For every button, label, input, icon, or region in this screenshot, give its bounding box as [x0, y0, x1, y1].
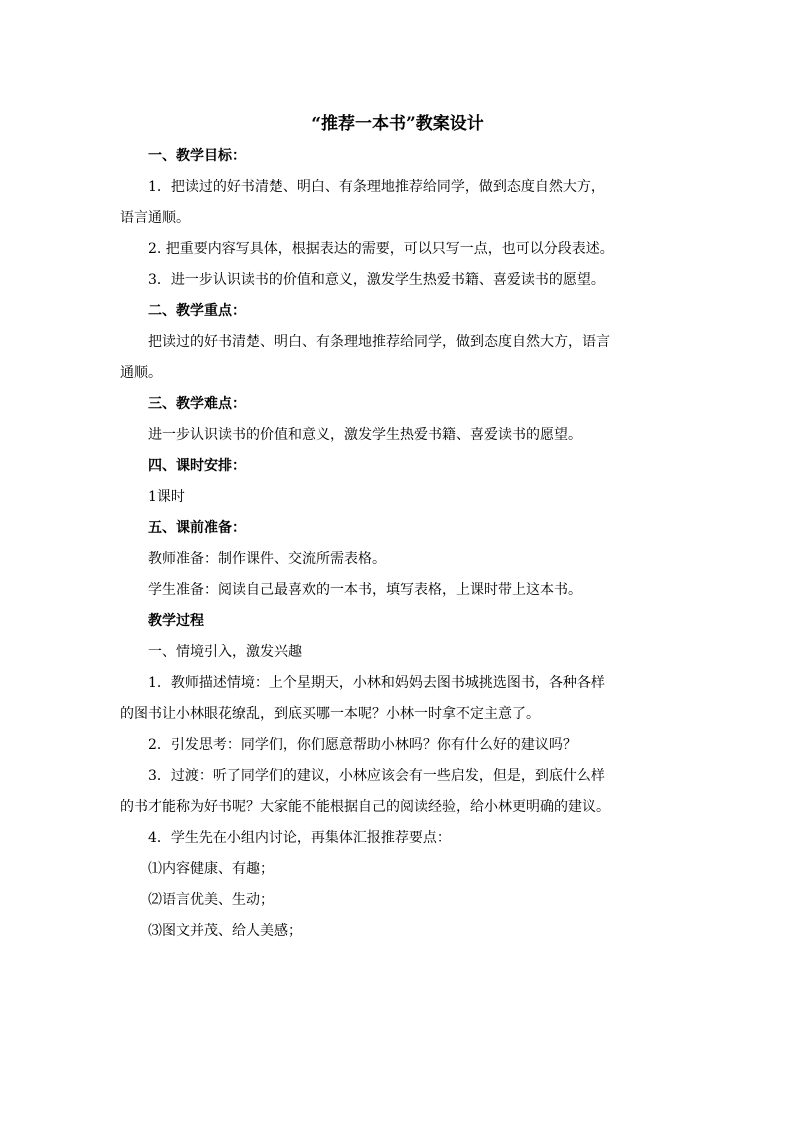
paragraph-line: 3．进一步认识读书的价值和意义，激发学生热爱书籍、喜爱读书的愿望。: [148, 272, 605, 288]
section-heading: 一、教学目标：: [148, 148, 246, 164]
paragraph-line: 3．过渡：听了同学们的建议，小林应该会有一些启发，但是，到底什么样: [148, 768, 605, 784]
paragraph-line: 把读过的好书清楚、明白、有条理地推荐给同学，做到态度自然大方，语言: [148, 334, 610, 350]
section-heading: 四、课时安排：: [148, 458, 246, 474]
paragraph-line: 语言通顺。: [120, 210, 190, 226]
section-heading: 三、教学难点：: [148, 396, 246, 412]
section-heading: 二、教学重点：: [148, 303, 246, 319]
document-title: “推荐一本书”教案设计: [311, 114, 484, 134]
paragraph-line: 1．把读过的好书清楚、明白、有条理地推荐给同学，做到态度自然大方，: [148, 179, 605, 195]
document-page: [120, 107, 675, 947]
paragraph-line: 进一步认识读书的价值和意义，激发学生热爱书籍、喜爱读书的愿望。: [148, 427, 582, 443]
paragraph-line: ⑶图文并茂、给人美感；: [148, 923, 302, 939]
paragraph-line: 的书才能称为好书呢？大家能不能根据自己的阅读经验，给小林更明确的建议。: [120, 799, 610, 815]
paragraph-line: 的图书让小林眼花缭乱，到底买哪一本呢？小林一时拿不定主意了。: [120, 706, 540, 722]
paragraph-line: 4．学生先在小组内讨论，再集体汇报推荐要点：: [148, 830, 451, 846]
section-heading: 教学过程: [148, 613, 204, 629]
paragraph-line: 1课时: [148, 489, 185, 505]
paragraph-line: ⑵语言优美、生动；: [148, 892, 274, 908]
paragraph-line: 2. 把重要内容写具体，根据表达的需要，可以只写一点，也可以分段表述。: [148, 241, 614, 257]
paragraph-line: 学生准备：阅读自己最喜欢的一本书，填写表格，上课时带上这本书。: [148, 582, 582, 598]
section-heading: 五、课前准备：: [148, 520, 246, 536]
paragraph-line: 1．教师描述情境：上个星期天，小林和妈妈去图书城挑选图书，各种各样: [148, 675, 605, 691]
paragraph-line: 2．引发思考：同学们，你们愿意帮助小林吗？你有什么好的建议吗？: [148, 737, 577, 753]
paragraph-line: 教师准备：制作课件、交流所需表格。: [148, 551, 386, 567]
document-body: [120, 141, 675, 947]
paragraph-line: ⑴内容健康、有趣；: [148, 861, 274, 877]
paragraph-line: 一、情境引入，激发兴趣: [148, 644, 302, 660]
paragraph-line: 通顺。: [120, 365, 162, 381]
